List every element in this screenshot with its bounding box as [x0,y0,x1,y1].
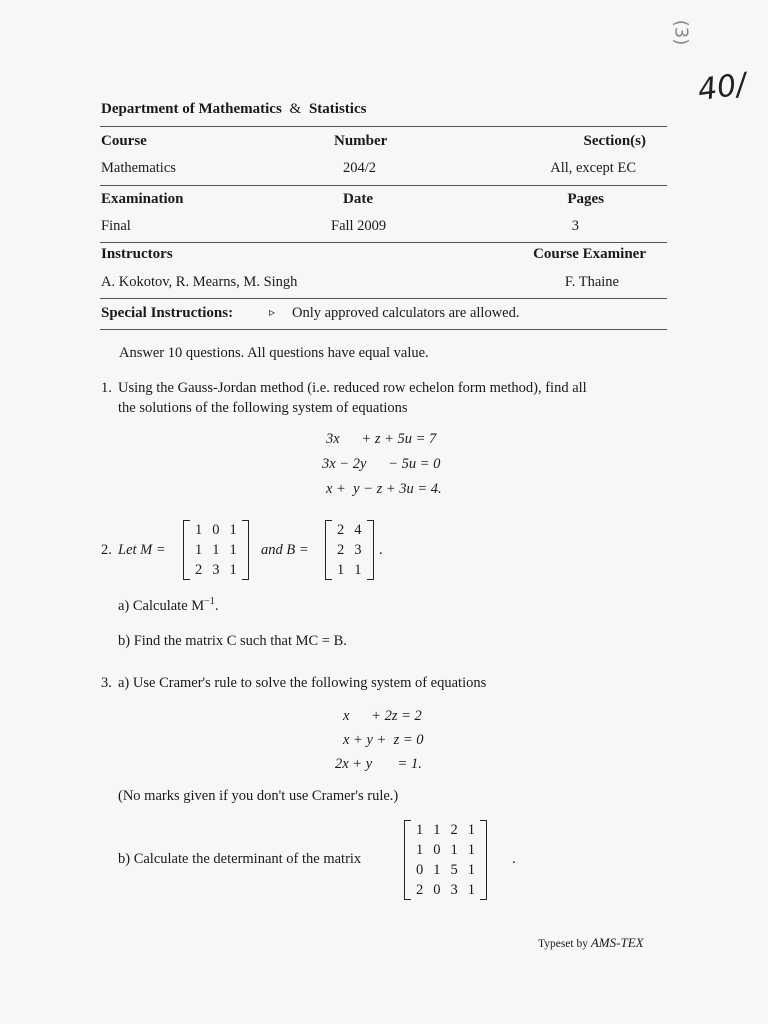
rule-3 [100,242,667,243]
matrix-cell: 2 [337,542,345,558]
matrix-cell: 1 [354,562,362,578]
rule-2 [100,185,667,186]
matrix-cell: 1 [195,542,203,558]
matrix-cell: 3 [354,542,362,558]
examination-label: Examination [101,191,184,207]
q3-eq1: x + 2z = 2 [343,708,422,724]
sections-label: Section(s) [583,133,646,149]
date-label: Date [343,191,373,207]
triangle-marker-icon: ▹ [269,305,276,319]
typeset-text: Typeset by [538,938,588,950]
matrix-cell: 1 [229,522,237,538]
q3-eq2: x + y + z = 0 [343,732,424,748]
matrix-cell: 1 [416,822,424,838]
course-value: Mathematics [101,160,176,176]
matrix-cell: 5 [450,862,458,878]
matrix-m-table [190,520,242,580]
matrix-cell: 1 [433,822,441,838]
matrix-cell: 1 [229,542,237,558]
q3-end: . [512,851,516,867]
matrix-cell: 1 [467,842,475,858]
matrix-cell: 0 [433,842,441,858]
course-examiner-label: Course Examiner [533,246,646,262]
sections-value: All, except EC [550,160,636,176]
q2-part-b: b) Find the matrix C such that MC = B. [118,633,347,649]
department-name: Department of Mathematics [101,101,282,117]
typeset-footer [538,935,644,951]
examination-value: Final [101,218,131,234]
q2-let: Let M = [118,542,166,558]
matrix-cell: 0 [416,862,424,878]
department-title [101,101,366,118]
matrix-d [404,820,487,900]
matrix-cell: 2 [416,882,424,898]
rule-4 [100,298,667,299]
score-mark: 40/ [695,66,749,109]
matrix-cell: 2 [337,522,345,538]
intro-text: Answer 10 questions. All questions have equal value. [119,345,429,361]
q2-and: and B = [261,542,309,558]
pages-value: 3 [571,218,579,234]
matrix-d-table [411,820,480,900]
q2-part-a [118,596,218,615]
q3-note: (No marks given if you don't use Cramer's rule.) [118,788,399,804]
q2-end: . [379,542,383,558]
q2-part-a-sup: −1 [204,596,215,607]
q3-part-b: b) Calculate the determinant of the matrix [118,851,362,867]
course-examiner-value: F. Thaine [564,274,619,290]
matrix-cell: 1 [450,842,458,858]
special-instructions-text: Only approved calculators are allowed. [292,305,520,321]
course-label: Course [101,133,147,149]
q1-eq3: x + y − z + 3u = 4. [326,481,442,497]
q1-line2: the solutions of the following system of equations [118,400,408,416]
matrix-cell: 4 [354,522,362,538]
q2-number: 2. [101,542,112,558]
q3-part-a: a) Use Cramer's rule to solve the following system of equations [118,675,487,691]
ampersand: & [289,101,302,117]
matrix-b-table [332,520,367,580]
rule-5 [100,329,667,330]
rule-1 [100,126,667,127]
matrix-cell: 1 [467,862,475,878]
q1-number: 1. [101,380,112,396]
matrix-cell: 1 [337,562,345,578]
number-value: 204/2 [343,160,377,176]
q2-part-a-text: a) Calculate M [118,597,205,614]
department-name-2: Statistics [308,101,367,117]
margin-mark-top: (3) [670,19,692,46]
ams-tex-logo: AMS-TEX [590,935,644,950]
q3-eq3: 2x + y = 1. [335,756,422,772]
matrix-cell: 1 [229,562,237,578]
matrix-cell: 0 [433,882,441,898]
matrix-cell: 2 [195,562,203,578]
instructors-label: Instructors [101,246,173,262]
q1-line1: Using the Gauss-Jordan method (i.e. reduced row echelon form method), find all [118,380,587,396]
q1-eq2: 3x − 2y − 5u = 0 [322,456,441,472]
number-label: Number [334,133,388,149]
date-value: Fall 2009 [331,218,387,234]
special-instructions-label: Special Instructions: [101,305,234,321]
matrix-cell: 2 [450,822,458,838]
pages-label: Pages [567,191,604,207]
matrix-b [325,520,374,580]
matrix-cell: 1 [195,522,203,538]
matrix-cell: 1 [467,882,475,898]
matrix-cell: 1 [212,542,220,558]
instructors-value: A. Kokotov, R. Mearns, M. Singh [101,274,298,290]
q3-number: 3. [101,675,112,691]
matrix-m [183,520,249,580]
matrix-cell: 1 [433,862,441,878]
matrix-cell: 3 [212,562,220,578]
q1-eq1: 3x + z + 5u = 7 [326,431,437,447]
matrix-cell: 1 [416,842,424,858]
matrix-cell: 1 [467,822,475,838]
matrix-cell: 3 [450,882,458,898]
matrix-cell: 0 [212,522,220,538]
q2-part-a-end: . [214,597,219,614]
